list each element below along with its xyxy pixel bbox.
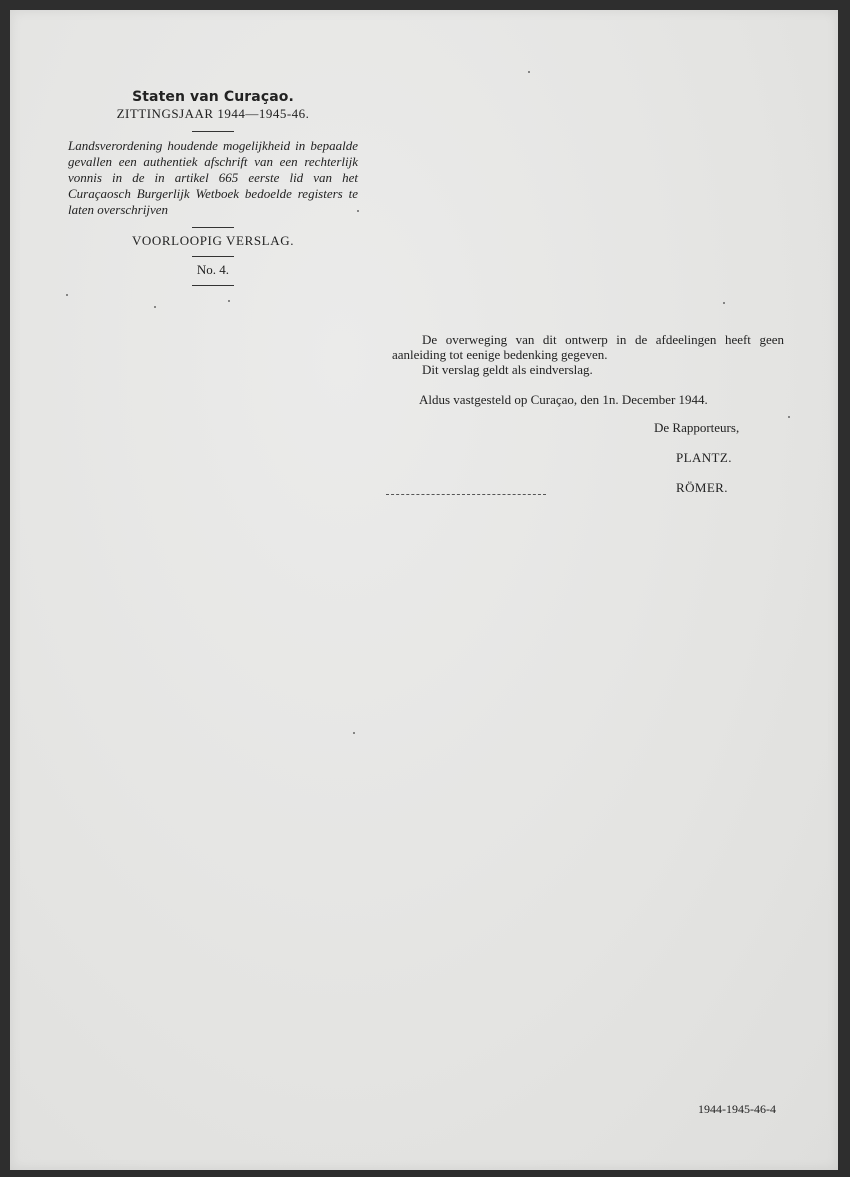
parliament-name: Staten van Curaçao.	[132, 89, 294, 105]
footer-reference-code: 1944-1945-46-4	[698, 1102, 776, 1116]
divider-rule	[192, 256, 234, 257]
document-page	[10, 10, 838, 1170]
divider-rule	[192, 131, 234, 132]
signatories-label: De Rapporteurs,	[654, 420, 740, 435]
paper-speck	[353, 732, 355, 734]
paper-speck	[528, 71, 530, 73]
paper-speck	[228, 300, 230, 302]
body-paragraph-1: De overweging van dit ontwerp in de afdeelingen heeft geen aanleiding tot eenige bedenking gegeven.	[392, 332, 784, 362]
signatory-name: PLANTZ.	[676, 450, 732, 465]
paper-speck	[723, 302, 725, 304]
paper-speck	[788, 416, 790, 418]
date-line: Aldus vastgesteld op Curaçao, den 1n. December 1944.	[419, 392, 708, 407]
report-number: No. 4.	[196, 262, 230, 277]
body-paragraph-2: Dit verslag geldt als eindverslag.	[422, 362, 593, 377]
report-body	[392, 332, 784, 377]
ordinance-subject: Landsverordening houdende mogelijkheid in bepaalde gevallen een authentiek afschrift van een rechterlijk vonnis in de in artikel 665 eerste lid van het Curaçaosch Burgerlijk Wetboek bedoelde registers te laten overschrijven	[68, 138, 358, 217]
signatory-name: RÖMER.	[676, 480, 728, 495]
divider-rule	[192, 285, 234, 286]
paper-speck	[66, 294, 68, 296]
session-year: ZITTINGSJAAR 1944—1945-46.	[116, 106, 310, 121]
document-header	[68, 88, 358, 286]
divider-rule	[192, 227, 234, 228]
paper-speck	[357, 210, 359, 212]
separator-line	[386, 494, 546, 495]
report-title: VOORLOOPIG VERSLAG.	[131, 233, 295, 248]
paper-speck	[154, 306, 156, 308]
